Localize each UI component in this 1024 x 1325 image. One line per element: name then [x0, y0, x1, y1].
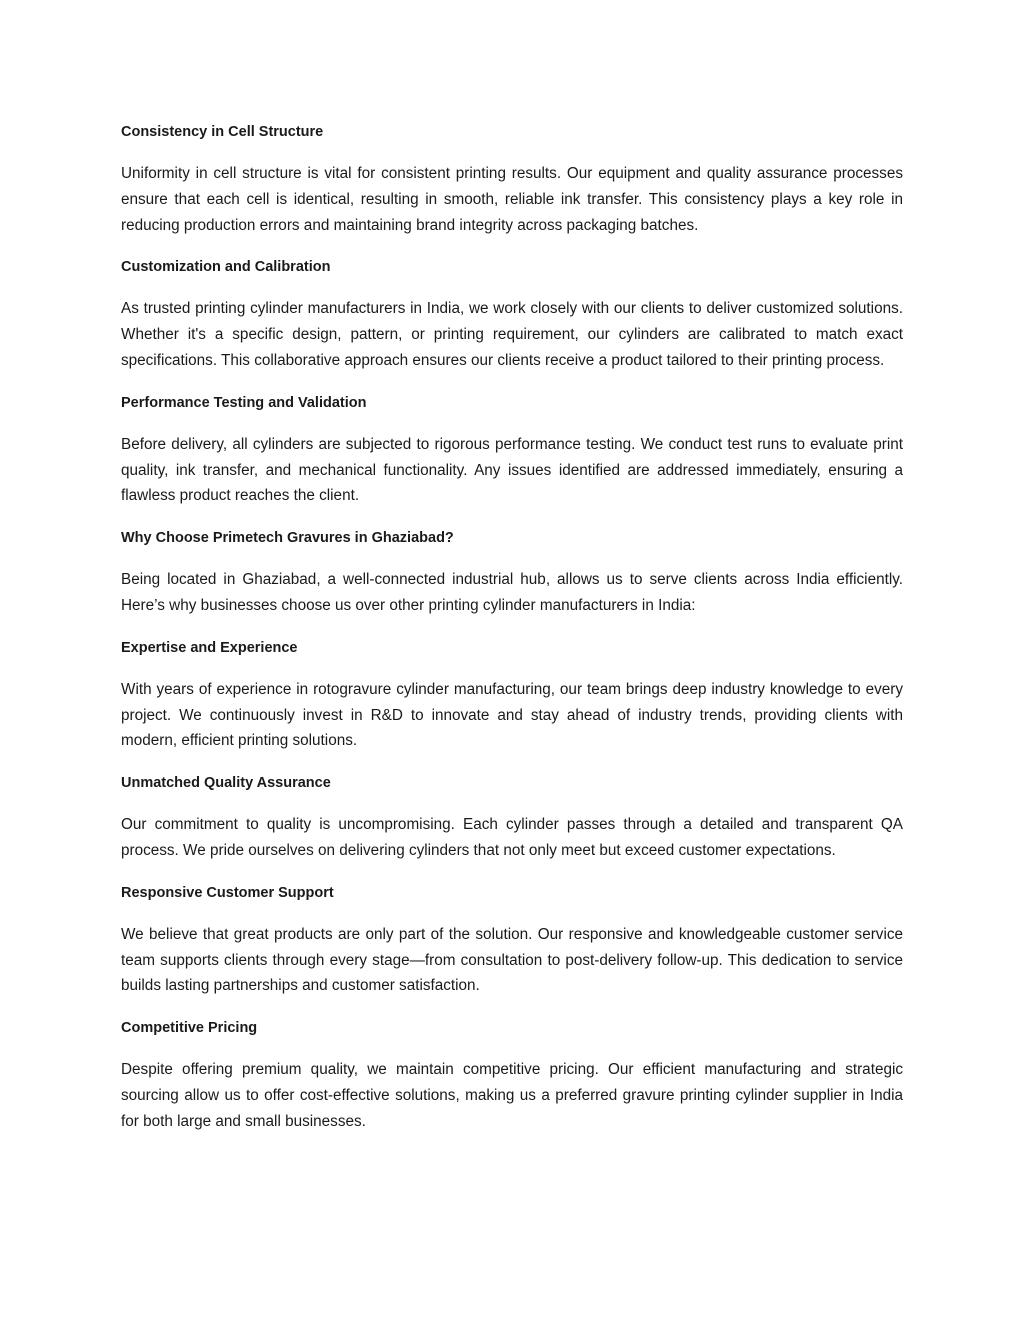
- section-cell-structure: [121, 120, 903, 238]
- section-paragraph: Being located in Ghaziabad, a well-connected industrial hub, allows us to serve clients across India efficiently. Here’s why businesses choose us over other printing cylinder manufacturers in India:: [121, 571, 903, 614]
- section-paragraph: Uniformity in cell structure is vital for consistent printing results. Our equipment and quality assurance processes ensure that each cell is identical, resulting in smooth, reliable ink transfer. This consistency plays a key role in reducing production errors and maintaining brand integrity across packaging batches.: [121, 165, 903, 234]
- section-heading: Consistency in Cell Structure: [121, 124, 324, 140]
- section-heading: Unmatched Quality Assurance: [121, 775, 331, 792]
- section-heading: Performance Testing and Validation: [121, 394, 367, 411]
- section-quality-assurance: [121, 771, 903, 864]
- section-heading: Responsive Customer Support: [121, 884, 334, 901]
- document-page: [121, 120, 903, 1152]
- section-customer-support: [121, 881, 903, 999]
- section-paragraph: As trusted printing cylinder manufacturers in India, we work closely with our clients to deliver customized solutions. Whether it's a specific design, pattern, or printing requirement, our cylinders are calibrated to match exact specifications. This collaborative approach ensures our clients receive a product tailored to their printing process.: [121, 300, 903, 369]
- section-paragraph: We believe that great products are only part of the solution. Our responsive and knowledgeable customer service team supports clients through every stage—from consultation to post-delivery follow-up. This dedication to service builds lasting partnerships and customer satisfaction.: [121, 925, 903, 995]
- section-paragraph: Before delivery, all cylinders are subjected to rigorous performance testing. We conduct test runs to evaluate print quality, ink transfer, and mechanical functionality. Any issues identified are addressed immediately, ensuring a flawless product reaches the client.: [121, 435, 903, 505]
- section-customization: [121, 255, 903, 373]
- section-paragraph: Despite offering premium quality, we maintain competitive pricing. Our efficient manufacturing and strategic sourcing allow us to offer cost-effective solutions, making us a preferred gravure printing cylinder supplier in India for both large and small businesses.: [121, 1061, 903, 1130]
- section-paragraph: Our commitment to quality is uncompromising. Each cylinder passes through a detailed and transparent QA process. We pride ourselves on delivering cylinders that not only meet but exceed customer expectations.: [121, 816, 903, 859]
- section-heading: Expertise and Experience: [121, 639, 298, 656]
- section-heading: Why Choose Primetech Gravures in Ghaziabad?: [121, 530, 454, 547]
- section-performance-testing: [121, 391, 903, 509]
- section-pricing: [121, 1016, 903, 1134]
- section-why-choose: [121, 526, 903, 619]
- section-paragraph: With years of experience in rotogravure cylinder manufacturing, our team brings deep industry knowledge to every project. We continuously invest in R&D to innovate and stay ahead of industry trends, providing clients with modern, efficient printing solutions.: [121, 680, 903, 750]
- section-heading: Customization and Calibration: [121, 259, 331, 276]
- section-expertise: [121, 636, 903, 754]
- section-heading: Competitive Pricing: [121, 1020, 258, 1037]
